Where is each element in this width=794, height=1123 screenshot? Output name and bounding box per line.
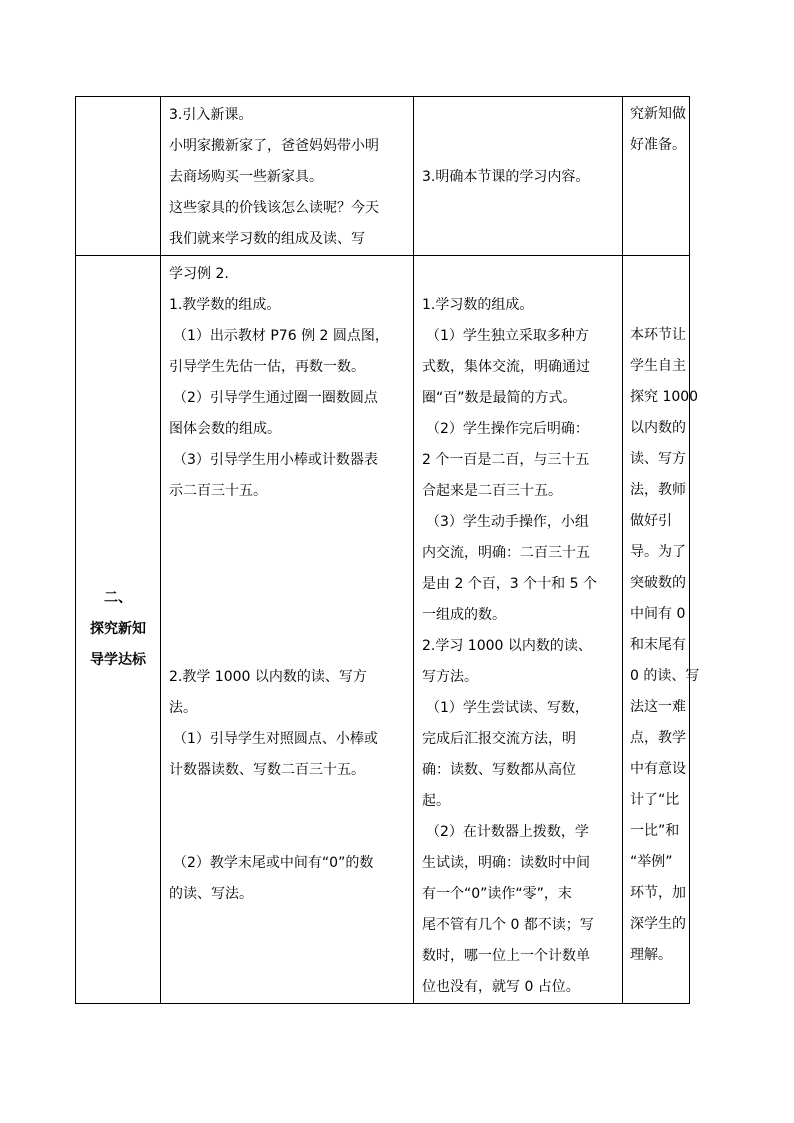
student-line: 起。 — [422, 793, 450, 809]
student-activity-cell — [414, 97, 623, 256]
intent-line: 读、写方 — [630, 451, 686, 467]
teacher-line: 2.教学 1000 以内数的读、写方 — [169, 669, 367, 685]
student-activity-cell — [414, 256, 623, 1004]
intent-line: 以内数的 — [630, 420, 686, 436]
intent-line: 本环节让 — [630, 327, 686, 343]
intent-line: 突破数的 — [630, 575, 686, 591]
student-line: （1）学生独立采取多种方 — [426, 328, 589, 344]
table-row-explore — [76, 256, 690, 1004]
student-line: 确：读数、写数都从高位 — [422, 762, 576, 778]
student-line — [422, 259, 617, 290]
teacher-line: 这些家具的价钱该怎么读呢？今天 — [169, 200, 379, 216]
teacher-line: （1）引导学生对照圆点、小棒或 — [173, 731, 378, 747]
teacher-line — [169, 569, 408, 600]
student-line: 2 个一百是二百，与三十五 — [422, 452, 590, 468]
teacher-line — [169, 538, 408, 569]
intent-line: 理解。 — [630, 947, 672, 963]
intent-line: 好准备。 — [630, 137, 686, 153]
teacher-line: 学习例 2. — [169, 266, 229, 282]
intent-line: 计了“比 — [630, 792, 680, 808]
intent-line: 0 的读、写 — [630, 668, 700, 684]
student-line: 有一个“0”读作“零”，末 — [422, 886, 572, 902]
teacher-line — [169, 786, 408, 817]
intent-line: 法，教师 — [630, 482, 686, 498]
student-line: 尾不管有几个 0 都不读；写 — [422, 917, 594, 933]
teacher-line: 去商场购买一些新家具。 — [169, 169, 323, 185]
intent-line — [630, 289, 685, 320]
intent-line: 深学生的 — [630, 916, 686, 932]
teacher-line: 图体会数的组成。 — [169, 421, 281, 437]
student-line: 2.学习 1000 以内数的读、 — [422, 638, 592, 654]
teacher-line: 的读、写法。 — [169, 886, 253, 902]
student-line: 式数，集体交流，明确通过 — [422, 359, 590, 375]
student-line: （1）学生尝试读、写数， — [426, 700, 589, 716]
stage-line: 探究新知 — [90, 621, 146, 637]
intent-line — [630, 258, 685, 289]
student-line: 一组成的数。 — [422, 607, 506, 623]
design-intent-cell — [623, 97, 690, 256]
intent-line: 一比”和 — [630, 823, 680, 839]
intent-line: 法这一难 — [630, 699, 686, 715]
teacher-line: 引导学生先估一估，再数一数。 — [169, 359, 365, 375]
intent-line: 做好引 — [630, 513, 672, 529]
student-line: 合起来是二百三十五。 — [422, 483, 562, 499]
teacher-line: 1.教学数的组成。 — [169, 297, 281, 313]
student-line: （2）学生操作完后明确： — [426, 421, 589, 437]
teacher-line: 计数器读数、写数二百三十五。 — [169, 762, 365, 778]
teacher-line — [169, 507, 408, 538]
intent-line: 中有意设 — [630, 761, 686, 777]
teacher-line: （3）引导学生用小棒或计数器表 — [173, 452, 378, 468]
intent-line: 点，教学 — [630, 730, 686, 746]
table-row-intro — [76, 97, 690, 256]
intent-line: 中间有 0 — [630, 606, 686, 622]
stage-cell — [76, 97, 161, 256]
intent-line: 和末尾有 — [630, 637, 686, 653]
student-line: 是由 2 个百，3 个十和 5 个 — [422, 576, 597, 592]
teacher-line: 示二百三十五。 — [169, 483, 267, 499]
stage-line: 导学达标 — [90, 652, 146, 668]
teacher-line: 3.引入新课。 — [169, 107, 253, 123]
intent-line: “举例” — [630, 854, 673, 870]
teacher-line — [169, 817, 408, 848]
student-line: （2）在计数器上拨数，学 — [426, 824, 589, 840]
design-intent-cell — [623, 256, 700, 1004]
student-line: 数时，哪一位上一个计数单 — [422, 948, 590, 964]
teacher-activity-cell — [161, 97, 414, 256]
intent-line: 导。为了 — [630, 544, 686, 560]
teacher-line: （1）出示教材 P76 例 2 圆点图， — [173, 328, 389, 344]
student-line: 圈“百”数是最简的方式。 — [422, 390, 577, 406]
stage-cell — [76, 256, 161, 1004]
student-line: 完成后汇报交流方法，明 — [422, 731, 576, 747]
teacher-line — [169, 631, 408, 662]
teacher-line: 法。 — [169, 700, 197, 716]
teacher-line: （2）教学末尾或中间有“0”的数 — [173, 855, 374, 871]
intent-line: 学生自主 — [630, 358, 686, 374]
intent-line: 探究 1000 — [630, 389, 699, 405]
student-line: 3.明确本节课的学习内容。 — [422, 169, 590, 185]
student-line: 1.学习数的组成。 — [422, 297, 534, 313]
student-line: 生试读，明确：读数时中间 — [422, 855, 590, 871]
intent-line: 环节，加 — [630, 885, 686, 901]
student-line: 位也没有，就写 0 占位。 — [422, 979, 580, 995]
stage-line: 二、 — [104, 590, 132, 606]
student-line: （3）学生动手操作，小组 — [426, 514, 589, 530]
teacher-activity-cell — [161, 256, 414, 1004]
lesson-plan-table — [75, 96, 700, 1004]
intent-line: 究新知做 — [630, 106, 686, 122]
student-line: 内交流，明确：二百三十五 — [422, 545, 590, 561]
teacher-line: （2）引导学生通过圈一圈数圆点 — [173, 390, 378, 406]
teacher-line: 我们就来学习数的组成及读、写 — [169, 231, 365, 247]
student-line: 写方法。 — [422, 669, 478, 685]
teacher-line: 小明家搬新家了，爸爸妈妈带小明 — [169, 138, 379, 154]
teacher-line — [169, 600, 408, 631]
